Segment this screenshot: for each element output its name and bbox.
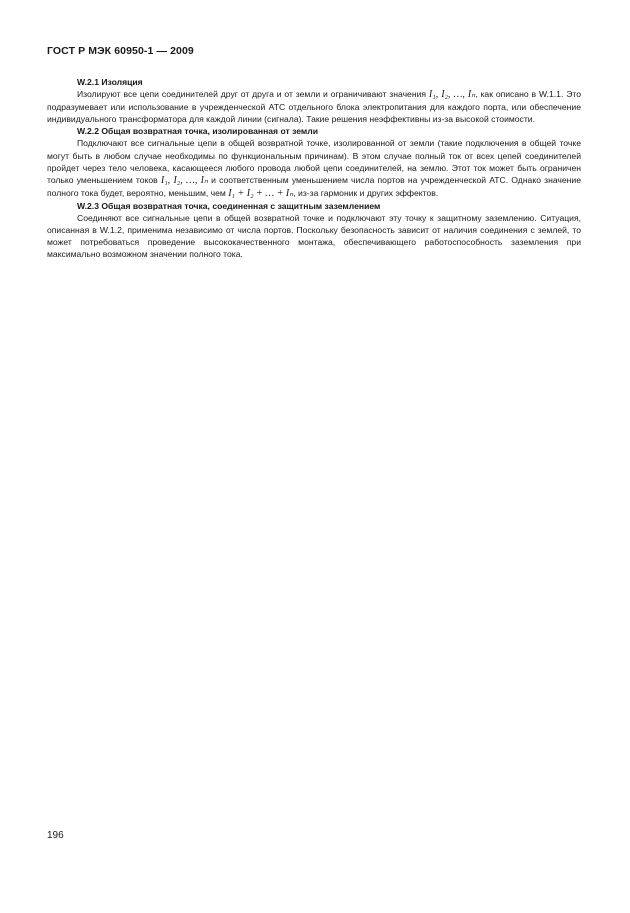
paragraph-text: и соответственным уменьшением числа портов на учрежденческой АТС. Однако значение полного тока будет, вероятно, меньшим, чем bbox=[47, 174, 581, 198]
page-number: 196 bbox=[47, 830, 64, 841]
paragraph-text: , как описано в W.1.1. Это подразумевает или использование в учрежденческой АТС отдельного блока электропитания для каждого порта, или обеспечение индивидуального трансформатора для каждой линии (сигнала). Такие решения неэффективны из-за высокой стоимости. bbox=[47, 89, 581, 125]
document-header: ГОСТ Р МЭК 60950-1 — 2009 bbox=[47, 45, 194, 57]
document-body bbox=[47, 76, 581, 260]
section-heading: W.2.1 Изоляция bbox=[77, 77, 143, 87]
current-values: I₁, I₂, …, Iₙ bbox=[428, 89, 476, 101]
section-paragraph: Соединяют все сигнальные цепи в общей возвратной точке и подключают эту точку к защитному заземлению. Ситуация, описанная в W.1.2, применима независимо от числа портов. Поскольку безопасность зависит от наличия соединения с землей, то может потребоваться проведение высококачественного монтажа, обеспечивающего работоспособность заземления при максимально возможном значении полного тока. bbox=[47, 213, 581, 260]
paragraph-text: Изолируют все цепи соединителей друг от друга и от земли и ограничивают значения bbox=[77, 89, 429, 100]
paragraph-text: Подключают все сигнальные цепи в общей возвратной точке, изолированной от земли (такие подключения в общей точке могут быть в любом случае необходимы по функциональным причинам). В этом случае полный ток от всех цепей соединителей пройдет через тело человека, касающееся любого провода любой цепи соединителей, на землю. Этот ток может быть ограничен только уменьшением токов bbox=[47, 138, 581, 185]
paragraph-text: , из-за гармоник и других эффектов. bbox=[293, 187, 439, 198]
section-heading: W.2.3 Общая возвратная точка, соединенная с защитным заземлением bbox=[77, 200, 381, 211]
section-heading: W.2.2 Общая возвратная точка, изолированная от земли bbox=[77, 126, 319, 137]
section-paragraph bbox=[47, 88, 581, 125]
section-paragraph bbox=[47, 137, 581, 199]
current-sum: I₁ + I₂ + … + Iₙ bbox=[228, 187, 294, 199]
current-values: I₁, I₂, …, Iₙ bbox=[160, 174, 208, 186]
